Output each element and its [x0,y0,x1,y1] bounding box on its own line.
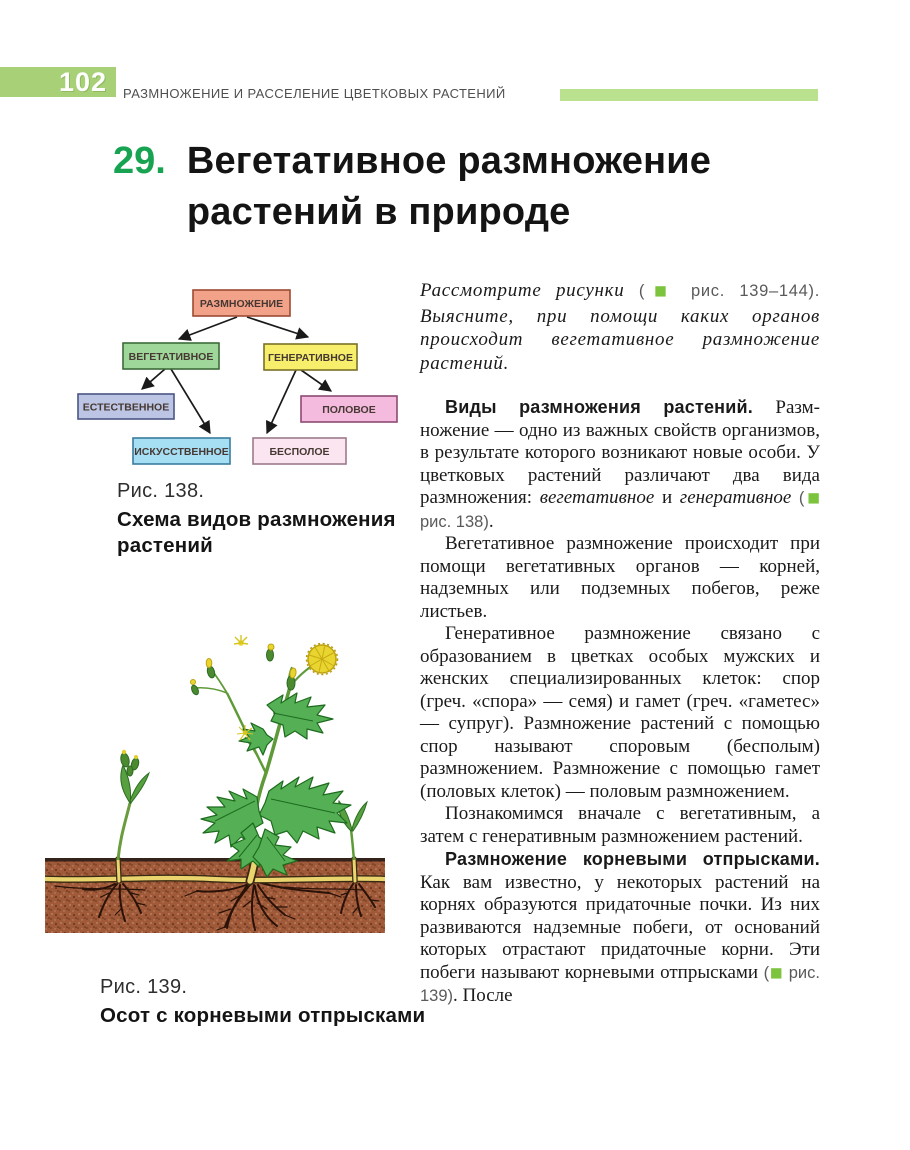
page-number: 102 [58,67,107,97]
node-label: ГЕНЕРАТИВНОЕ [268,352,353,364]
node-label: ПОЛОВОЕ [322,404,376,416]
text-run: Выясните, при помощи каких органов происходит вегетативное размножение растений. [420,305,820,374]
body-paragraph [420,623,820,803]
main-plant [195,661,351,877]
text-run: Виды размножения растений. [445,397,776,417]
diagram-node-vegetative [123,343,219,369]
text-run: Как вам известно, у некоторых растений на корнях образуются придаточные почки. Из них развиваются надземные побеги, от оснований которых отрастают придаточные корни. Эти побеги называют корневыми отпрысками [420,871,820,983]
figure-ref-square-icon: ■ [769,964,784,981]
figure-139-title: Осот с корневыми отпрысками [100,1004,426,1027]
text-run: и [654,487,680,508]
node-label: БЕСПОЛОЕ [269,446,330,458]
figure-138-title: Схема видов размножения растений [117,508,396,557]
chapter-title-line1: Вегетативное размножение [186,140,712,182]
figure-ref: ( [791,489,805,507]
diagram-node-reproduction [193,290,290,316]
body-paragraph [420,396,820,533]
diagram-node-generative [264,344,357,370]
body-paragraph [420,533,820,623]
pompom-flower [307,644,338,675]
figure-138-label: Рис. 138. [117,480,205,502]
text-run: Генеративное размножение связано с образованием в цветках особых мужских и женских специализированных клеток: спор (греч. «спора» — семя) и гамет (греч. «гаметес» — супруг). Размножение растений с помощью спор называют споровым (бесполым) размножением. Размножение с помощью гамет (половых клеток) — половым размножением. [420,623,820,802]
node-label: РАЗМНОЖЕНИЕ [199,298,284,310]
text-column [420,279,820,1008]
chapter-title [187,136,711,238]
figure-139-label: Рис. 139. [100,976,188,998]
soil [45,858,385,933]
diagram-node-asexual [253,438,346,464]
chapter-title-line2: растений в природе [186,191,571,233]
chapter-heading [113,136,711,238]
running-head: РАЗМНОЖЕНИЕ И РАССЕЛЕНИЕ ЦВЕТКОВЫХ РАСТЕНИЙ [123,86,506,101]
chapter-number: 29. [113,140,166,182]
sow-thistle-illustration [45,633,385,935]
text-run: Познакомимся вначале с вегетативным, а затем с генеративным размножением растений. [420,803,820,847]
text-run: . После [453,985,513,1006]
figure-139-caption [100,976,430,1029]
figure-ref-square-icon: ■ [645,283,677,299]
node-label: ИСКУССТВЕННОЕ [134,446,229,458]
body-paragraph [420,803,820,848]
text-run: Размножение корневыми отпрысками. [445,849,820,869]
text-run: генеративное [679,487,792,508]
figure-ref: ( [763,963,770,982]
page-number-block [0,67,116,97]
figure-ref: рис. 138) [420,512,489,531]
figure-ref: рис. 139) [420,963,820,1005]
text-run: Размножение — одно из важных свойств организмов, в результате которого возникают новые особи. У цветковых растений различают два вида размножения: [420,397,820,508]
body-paragraph [420,848,820,1008]
figure-ref: рис. 139–144). [676,282,820,300]
node-label: ЕСТЕСТВЕННОЕ [82,401,170,414]
diagram-node-artificial [133,438,230,464]
node-label: ВЕГЕТАТИВНОЕ [128,351,214,363]
figure-138-caption [117,480,407,559]
text-run: Рассмотрите рисунки [420,280,639,301]
diagram-node-sexual [301,396,397,422]
figure-ref-square-icon: ■ [804,490,820,506]
text-run: . [488,510,494,532]
header-accent-bar [560,89,818,101]
trumpet-flower [234,635,248,646]
text-run: Вегетативное размножение происходит при помощи вегетативных органов — корней, надземных или подземных побегов, реже листьев. [420,533,820,622]
figure-ref: ( [638,282,646,300]
text-run: вегетативное [539,487,655,508]
diagram-node-natural [78,394,174,419]
intro-task-paragraph [420,279,820,375]
left-shoot [118,750,149,860]
reproduction-types-diagram [75,285,415,480]
